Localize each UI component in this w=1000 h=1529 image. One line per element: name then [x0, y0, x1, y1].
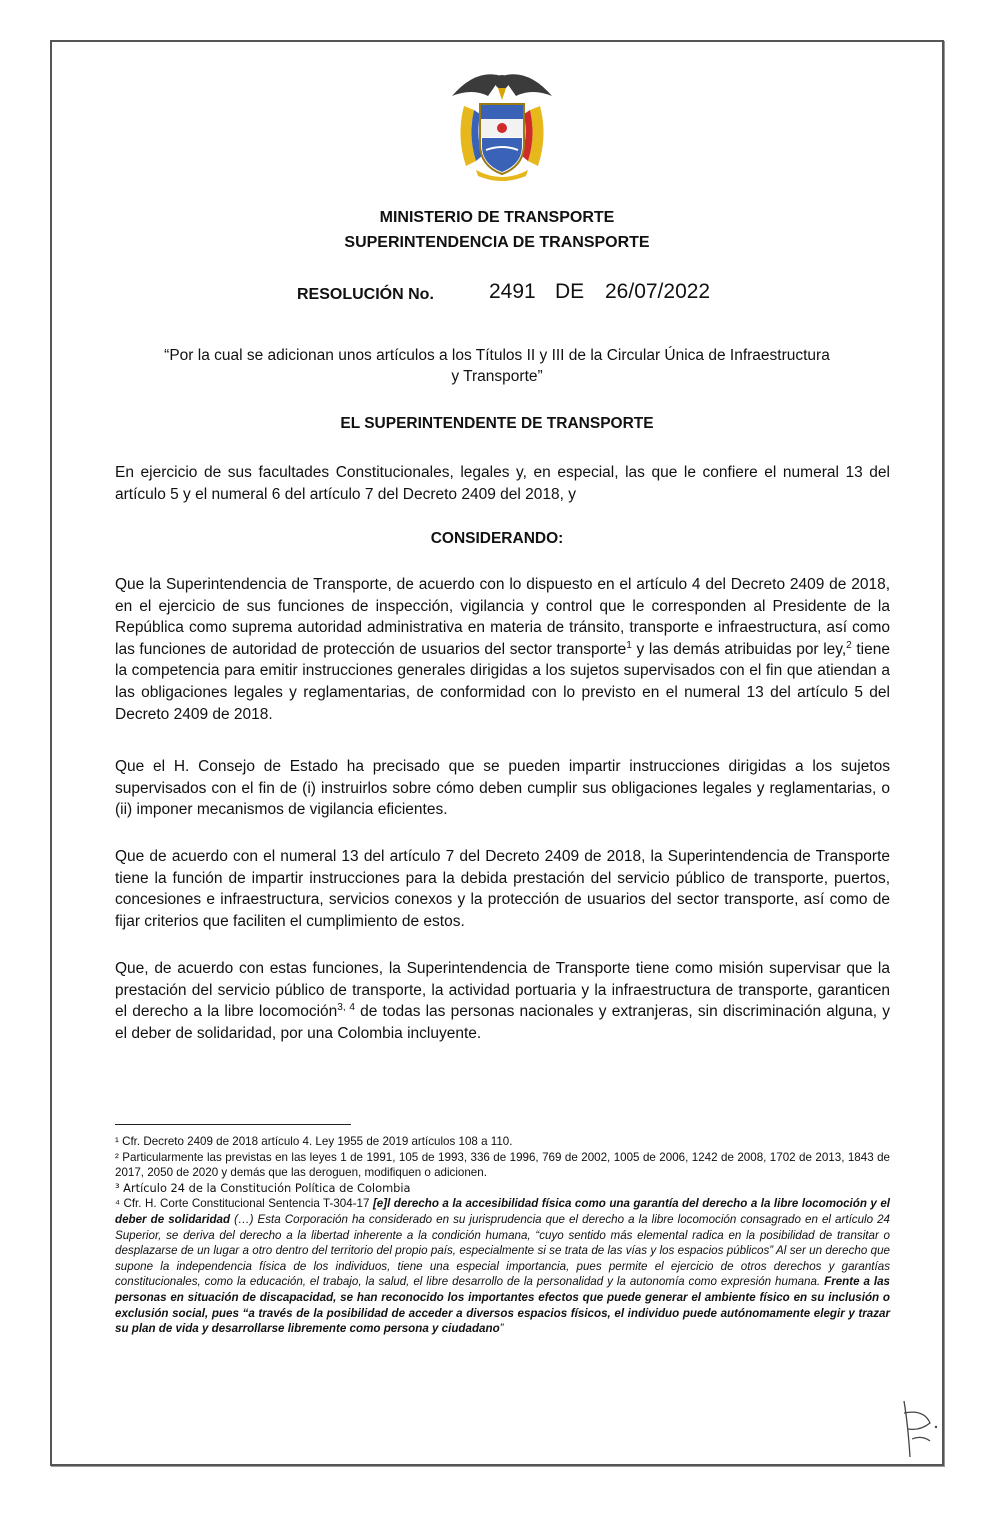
- considerando-paragraph-1: [115, 574, 890, 725]
- coat-of-arms-seal: [446, 66, 558, 184]
- resolution-date: 26/07/2022: [605, 280, 711, 303]
- paragraph-4-text-b: de todas las personas nacionales y extranjeras, sin discriminación alguna, y el deber de solidaridad, por una Colombia incluyente.: [115, 1003, 890, 1042]
- footnote-4-ref: ⁴ Cfr. H. Corte Constitucional Sentencia T-304-17: [115, 1197, 373, 1211]
- footnote-ref-1: 1: [626, 639, 632, 651]
- resolution-label: RESOLUCIÓN No.: [297, 286, 434, 303]
- considerando-paragraph-3: Que de acuerdo con el numeral 13 del artículo 7 del Decreto 2409 de 2018, la Superintendencia de Transporte tiene la función de impartir instrucciones para la debida prestación del servicio público de transporte, puertos, concesiones e infraestructura, servicios conexos y la protección de usuarios del sector transporte, así como de fijar criterios que faciliten el cumplimiento de estos.: [115, 848, 890, 930]
- resolution-subject: “Por la cual se adicionan unos artículos a los Títulos II y III de la Circular Única de Infraestructura y Transporte”: [164, 347, 830, 385]
- ministry-name: MINISTERIO DE TRANSPORTE: [379, 209, 615, 226]
- footnote-3: ³ Artículo 24 de la Constitución Política de Colombia: [115, 1180, 411, 1195]
- handwritten-initial-mark: [890, 1395, 942, 1465]
- footnotes: [115, 1134, 890, 1337]
- intro-paragraph: En ejercicio de sus facultades Constitucionales, legales y, en especial, las que le confiere el numeral 13 del artículo 5 y el numeral 6 del artículo 7 del Decreto 2409 del 2018, y: [115, 464, 890, 503]
- footnote-4-body: (…) Esta Corporación ha considerado en su jurisprudencia que el derecho a la libre locomoción consagrado en el artículo 24 Superior, se deriva del derecho a la libertad inherente a la condición humana, “cuyo sentido más elemental radica en la posibilidad de transitar o desplazarse de un lugar a otro dentro del territorio del propio país, especialmente si se trata de las vías y los espacios públicos” Al ser un derecho que supone la independencia física de los individuos, tiene una especial importancia, pues permite el ejercicio de otros derechos y garantías constitucionales, como la educación, el trabajo, la salud, el libre desarrollo de la personalidad y la autonomía como expresión humana.: [115, 1212, 891, 1289]
- footnote-4: [115, 1196, 890, 1336]
- footnote-1: ¹ Cfr. Decreto 2409 de 2018 artículo 4. Ley 1955 de 2019 artículos 108 a 110.: [115, 1135, 513, 1148]
- footnote-4-heading: [e]l derecho a la accesibilidad física como una garantía del derecho a la libre locomoción y el deber de solidaridad: [115, 1197, 891, 1226]
- paragraph-1-text-c: tiene la competencia para emitir instrucciones generales dirigidas a los sujetos supervisados con el fin que atiendan a las obligaciones legales y reglamentarias, de conformidad con lo previsto en el numeral 13 del artículo 5 del Decreto 2409 de 2018.: [115, 640, 890, 723]
- footnote-ref-3-4: 3, 4: [337, 1002, 355, 1014]
- resolution-number: 2491: [489, 280, 536, 303]
- header-block: [52, 205, 942, 255]
- footnote-ref-2: 2: [846, 639, 852, 651]
- considerando-paragraph-4: [115, 958, 890, 1044]
- paragraph-1-text-b: y las demás atribuidas por ley,: [631, 640, 847, 658]
- footnote-4-close: ”: [499, 1322, 504, 1336]
- resolution-de: DE: [555, 280, 585, 303]
- resolution-line: [52, 280, 942, 310]
- considerando-paragraph-2: Que el H. Consejo de Estado ha precisado que se pueden impartir instrucciones dirigidas a los sujetos supervisados con el fin de (i) instruirlos sobre cómo deben cumplir sus obligaciones legales y reglamentarias, o (ii) imponer mecanismos de vigilancia eficientes.: [115, 758, 890, 819]
- paragraph-4-text-a: Que, de acuerdo con estas funciones, la Superintendencia de Transporte tiene como misión supervisar que la prestación del servicio público de transporte, la actividad portuaria y la infraestructura de transporte, garanticen el derecho a la libre locomoción: [115, 960, 890, 1021]
- paragraph-1-text-a: Que la Superintendencia de Transporte, de acuerdo con lo dispuesto en el artículo 4 del Decreto 2409 de 2018, en el ejercicio de sus funciones de inspección, vigilancia y control que le corresponden al Presidente de la República como suprema autoridad administrativa en materia de tránsito, transporte e infraestructura, así como las funciones de autoridad de protección de usuarios del sector transporte: [115, 576, 890, 658]
- considerando-heading: CONSIDERANDO:: [430, 530, 564, 547]
- footnote-separator: [115, 1124, 351, 1125]
- footnote-4-emphasis: Frente a las personas en situación de discapacidad, se han reconocido los importantes efectos que puede generar el ambiente físico en su inclusión o exclusión social, pues “a través de la posibilidad de acceder a diversos espacios físicos, el individuo puede autónomamente elegir y trazar su plan de vida y desarrollarse libremente como persona y ciudadano: [115, 1275, 890, 1336]
- superintendency-name: SUPERINTENDENCIA DE TRANSPORTE: [344, 234, 650, 251]
- footnote-2: ² Particularmente las previstas en las leyes 1 de 1991, 105 de 1993, 336 de 1996, 769 de 2002, 1005 de 2006, 1242 de 2008, 1702 de 2013, 1843 de 2017, 2050 de 2020 y demás que las deroguen, modifiquen o adicionen.: [115, 1150, 890, 1180]
- issuer-title: EL SUPERINTENDENTE DE TRANSPORTE: [340, 415, 654, 432]
